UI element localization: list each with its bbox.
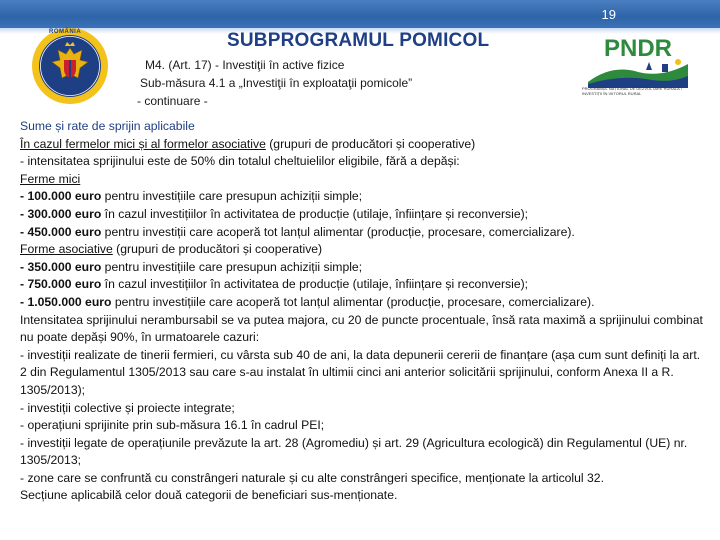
amount-450000: - 450.000 euro [20,224,102,239]
heading-forme-asociative: Forme asociative [20,242,113,257]
paragraph-l11: Intensitatea sprijinului nerambursabil se va putea majora, cu 20 de puncte procentuale, însă rata maximă a sprijinului combinat nu poate depăși 90%, în urmatoarele cazuri: [20,312,703,345]
paragraph-l10 [20,294,710,312]
paragraph-l1 [20,136,710,154]
section-title: Sume și rate de sprijin aplicabile [20,119,195,133]
paragraph-l15: - investiții legate de operațiunile prevăzute la art. 28 (Agromediu) și art. 29 (Agricultura ecologică) din Regulamentul (UE) nr. 1305/2013; [20,435,688,468]
text-l9b: în cazul investițiilor în activitatea de producție (utilaje, înființare și reconversie); [101,277,529,292]
paragraph-l4 [20,188,710,206]
paragraph-l2: - intensitatea sprijinului este de 50% din totalul cheltuielilor eligibile, fără a depăși: [20,154,460,169]
paragraph-l9 [20,276,710,294]
text-l1b: (grupuri de producători și cooperative) [265,136,476,151]
paragraph-l17: Secțiune aplicabilă celor două categorii de beneficiari sus-menționate. [20,488,398,503]
paragraph-l13: - investiții colective și proiecte integrate; [20,400,235,415]
amount-1050000: - 1.050.000 euro [20,294,112,309]
paragraph-l12: - investiții realizate de tinerii fermieri, cu vârsta sub 40 de ani, la data depunerii cererii de finanțare (așa cum sunt definiți la art. 2 din Regulamentul 1305/2013 sau care s-au instalat în ultimii cinci ani anterior solicitării sprijinului, conform Anexa II a R. 1305/2013); [20,347,701,397]
text-l6b: pentru investiții care acoperă tot lanțul alimentar (producție, procesare, comercializare). [101,224,575,239]
text-l7b: (grupuri de producători și cooperative) [112,242,323,257]
text-small-farms-associative: În cazul fermelor mici și al formelor asociative [20,136,266,151]
amount-350000: - 350.000 euro [20,259,102,274]
crest-text: ROMÂNIA [49,29,82,35]
amount-100000: - 100.000 euro [20,189,102,204]
amount-300000: - 300.000 euro [20,206,102,221]
paragraph-l8 [20,259,710,277]
continuation-line: - continuare - [137,94,208,108]
paragraph-l6 [20,224,710,242]
pndr-logo-text: PNDR [603,35,673,62]
heading-ferme-mici: Ferme mici [20,171,81,186]
submeasure-line: Sub-măsura 4.1 a „Investiţii în exploataţii pomicole” [140,76,413,90]
text-l4b: pentru investițiile care presupun achiziții simple; [101,189,363,204]
pndr-caption: PROGRAMUL NAȚIONAL DE DEZVOLTARE RURALĂ / INVESTIȚII ÎN VIITORUL RURAL [582,86,683,96]
measure-line: M4. (Art. 17) - Investiţii în active fizice [145,58,345,72]
paragraph-l5 [20,206,710,224]
text-l8b: pentru investițiile care presupun achiziții simple; [101,259,363,274]
paragraph-l7 [20,241,710,259]
page-number: 19 [601,7,616,22]
romania-coat-of-arms-icon [30,26,110,106]
page-title: SUBPROGRAMUL POMICOL [227,30,490,51]
main-content [20,118,710,505]
text-l10b: pentru investițiile care acoperă tot lanțul alimentar (producție, procesare, comercializare). [111,294,595,309]
text-l5b: în cazul investițiilor în activitatea de producție (utilaje, înființare și reconversie); [101,206,529,221]
paragraph-l14: - operațiuni sprijinite prin sub-măsura 16.1 în cadrul PEI; [20,418,325,433]
paragraph-l16: - zone care se confruntă cu constrângeri naturale și cu alte constrângeri specifice, menționate la articolul 32. [20,470,604,485]
amount-750000: - 750.000 euro [20,277,102,292]
